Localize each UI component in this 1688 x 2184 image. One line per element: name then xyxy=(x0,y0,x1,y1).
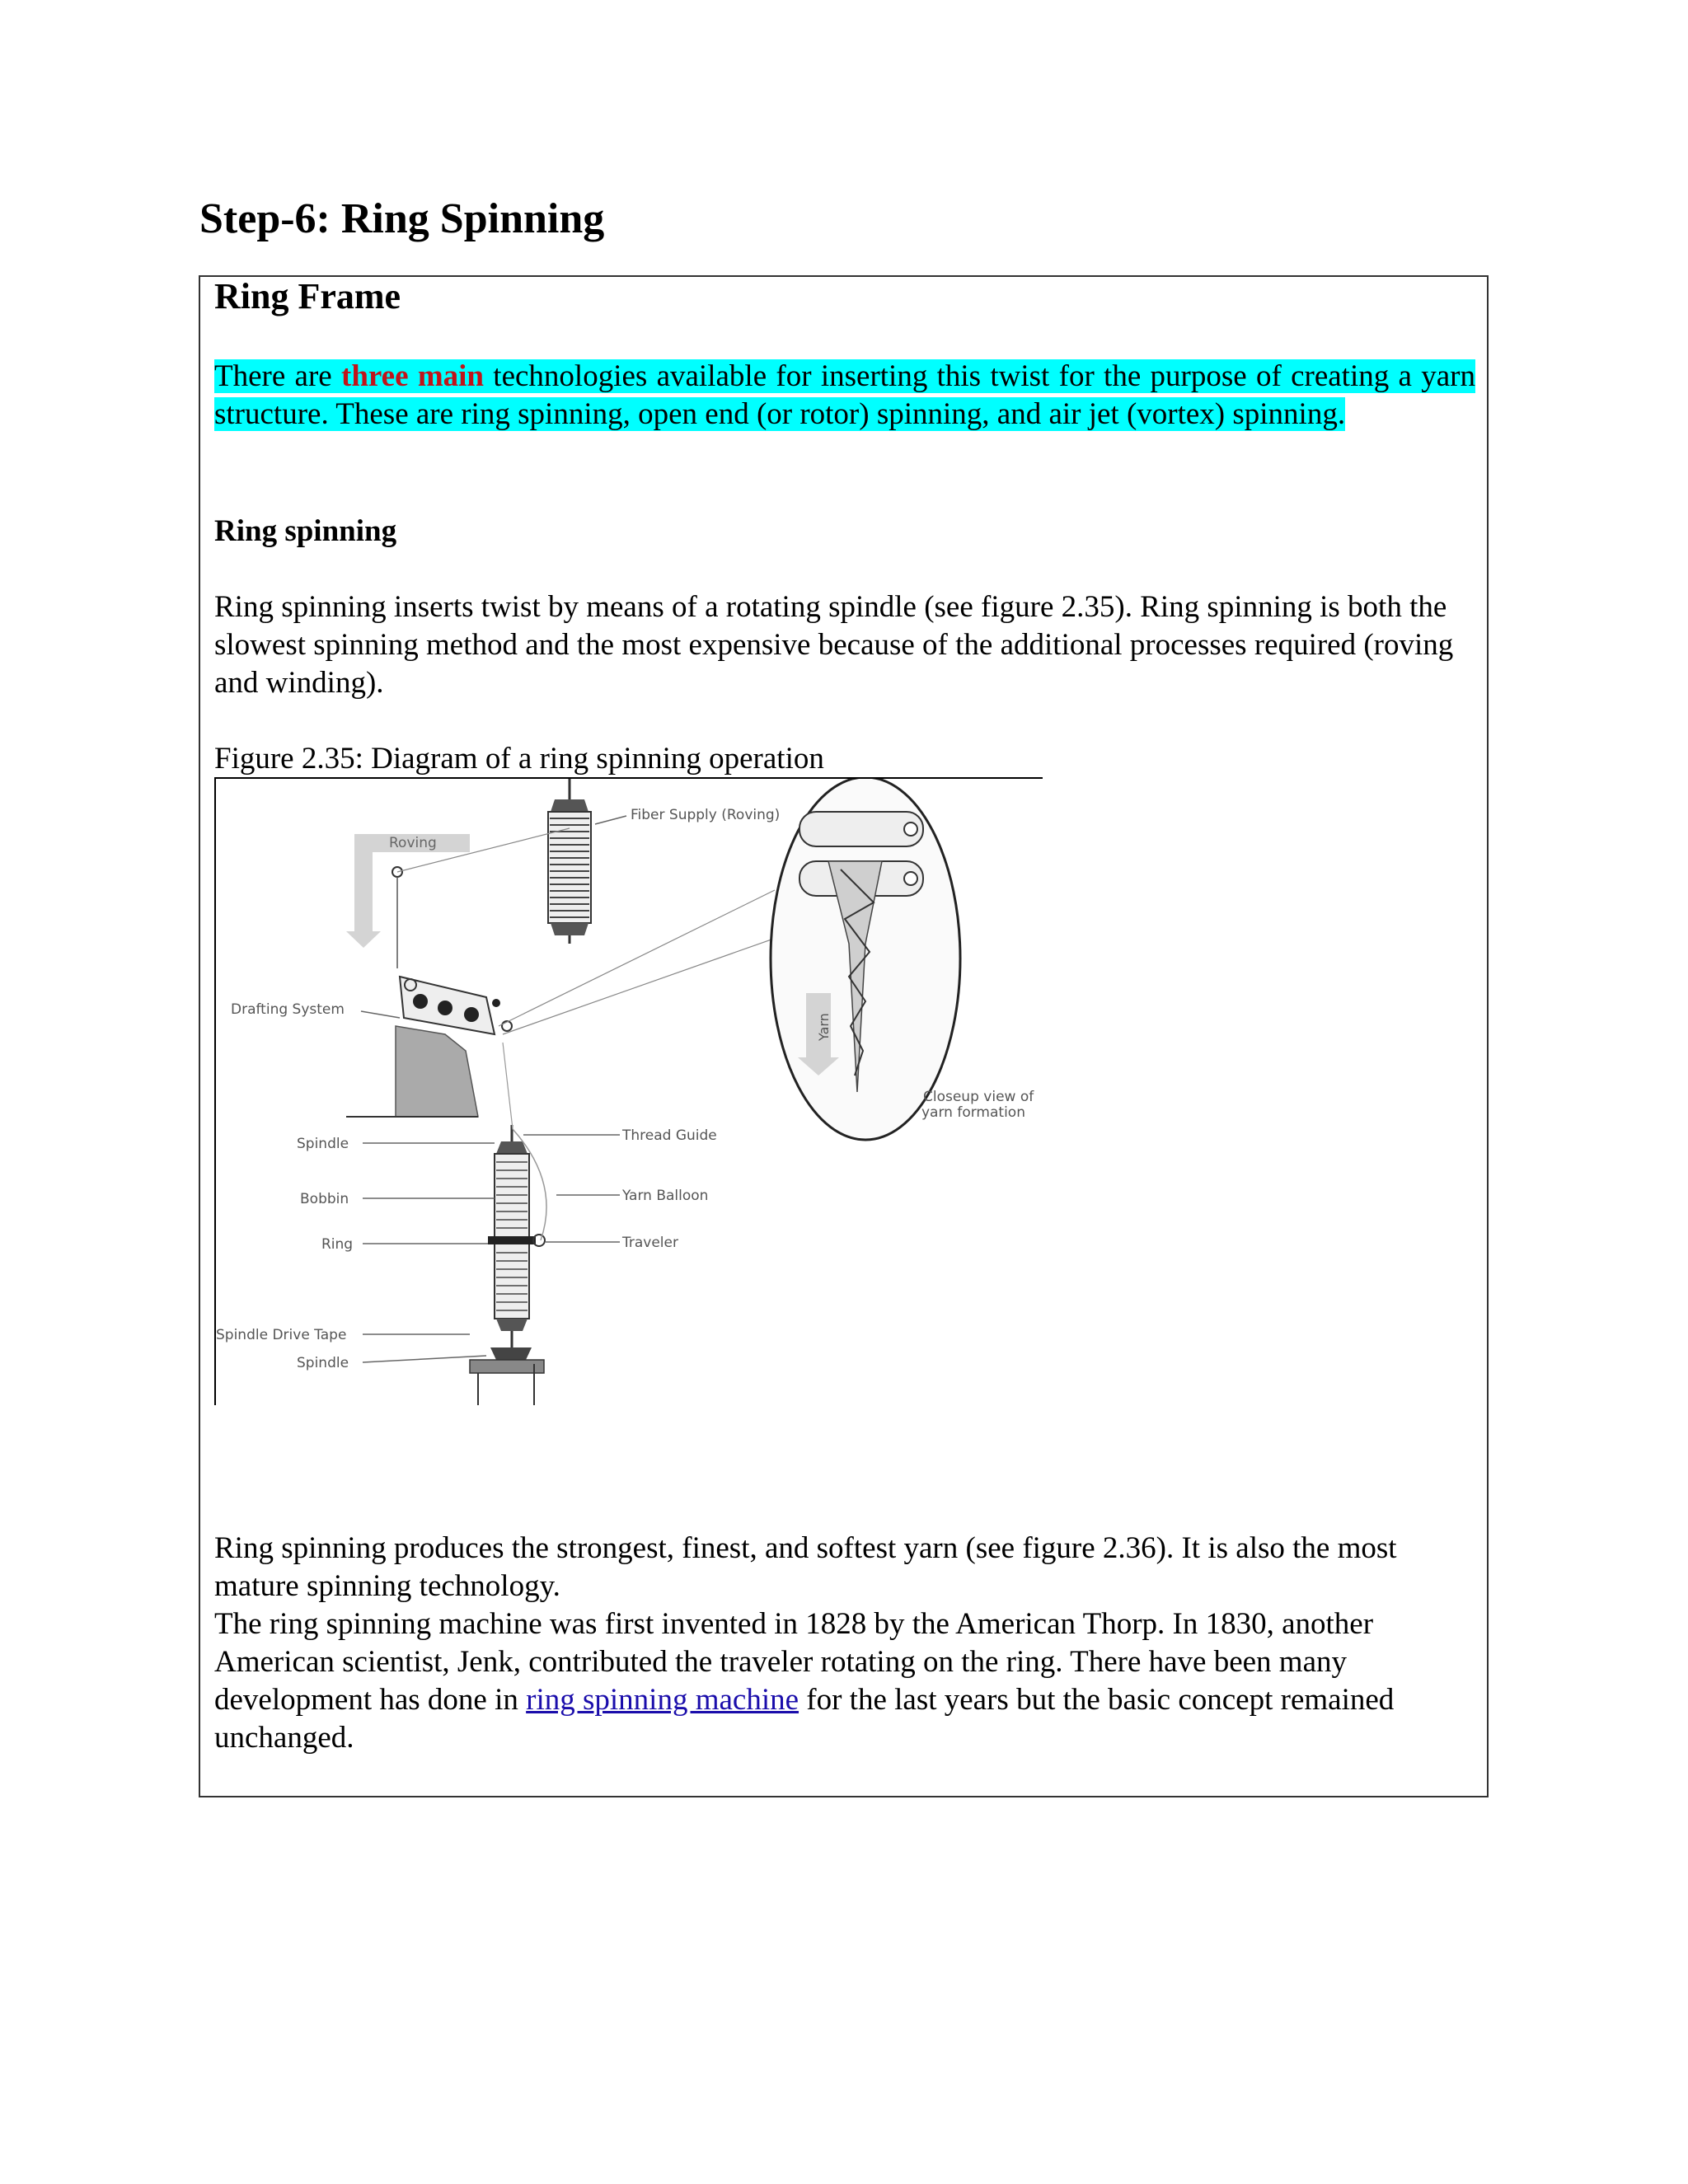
ring-spinning-machine-link[interactable]: ring spinning machine xyxy=(526,1683,799,1717)
figure-caption: Figure 2.35: Diagram of a ring spinning operation xyxy=(214,742,824,776)
closing-line-1: Ring spinning produces the strongest, finest, and softest yarn (see figure 2.36). It is also the most mature spinning technology. xyxy=(214,1531,1397,1603)
label-thread-guide: Thread Guide xyxy=(622,1127,717,1144)
label-spindle: Spindle xyxy=(297,1136,349,1152)
intro-pre: There are xyxy=(214,359,342,393)
label-spindle-bottom: Spindle xyxy=(297,1355,349,1371)
label-closeup-1: Closeup view of xyxy=(923,1089,1034,1105)
section-title: Ring Frame xyxy=(214,276,401,316)
closing-line-2-post: for the last years but the basic concept remained unchanged. xyxy=(214,1683,1395,1755)
highlighted-text xyxy=(214,359,1475,431)
fiber-supply-bobbin xyxy=(548,779,591,944)
label-traveler: Traveler xyxy=(622,1235,678,1251)
label-bobbin: Bobbin xyxy=(300,1191,349,1207)
label-spindle-drive-tape: Spindle Drive Tape xyxy=(216,1327,347,1343)
label-drafting-system: Drafting System xyxy=(231,1001,345,1018)
label-ring: Ring xyxy=(321,1236,354,1253)
closing-paragraph xyxy=(214,1530,1475,1757)
label-roving: Roving xyxy=(389,835,437,851)
page-heading: Step-6: Ring Spinning xyxy=(199,195,605,242)
ring-spinning-diagram xyxy=(214,779,1043,1405)
closing-line-2-pre: The ring spinning machine was first invented in 1828 by the American Thorp. In 1830, another American scientist, Jenk, contributed the traveler rotating on the ring. There have been many development has done in xyxy=(214,1607,1374,1717)
intro-emphasis: three main xyxy=(341,359,484,393)
label-fiber-supply: Fiber Supply (Roving) xyxy=(631,807,781,823)
label-closeup-2: yarn formation xyxy=(921,1104,1025,1121)
ring-spinning-paragraph: Ring spinning inserts twist by means of a rotating spindle (see figure 2.35). Ring spinning is both the slowest spinning method and the most expensive because of the additional processes required (roving and winding). xyxy=(214,590,1454,700)
subheading-ring-spinning: Ring spinning xyxy=(214,514,397,548)
label-yarn-balloon: Yarn Balloon xyxy=(622,1188,709,1204)
intro-post: technologies available for inserting this twist for the purpose of creating a yarn structure. These are ring spinning, open end (or rotor) spinning, and air jet (vortex) spinning. xyxy=(214,359,1475,431)
label-yarn: Yarn xyxy=(816,1013,832,1041)
closeup-view xyxy=(771,779,960,1140)
intro-paragraph xyxy=(214,358,1475,434)
